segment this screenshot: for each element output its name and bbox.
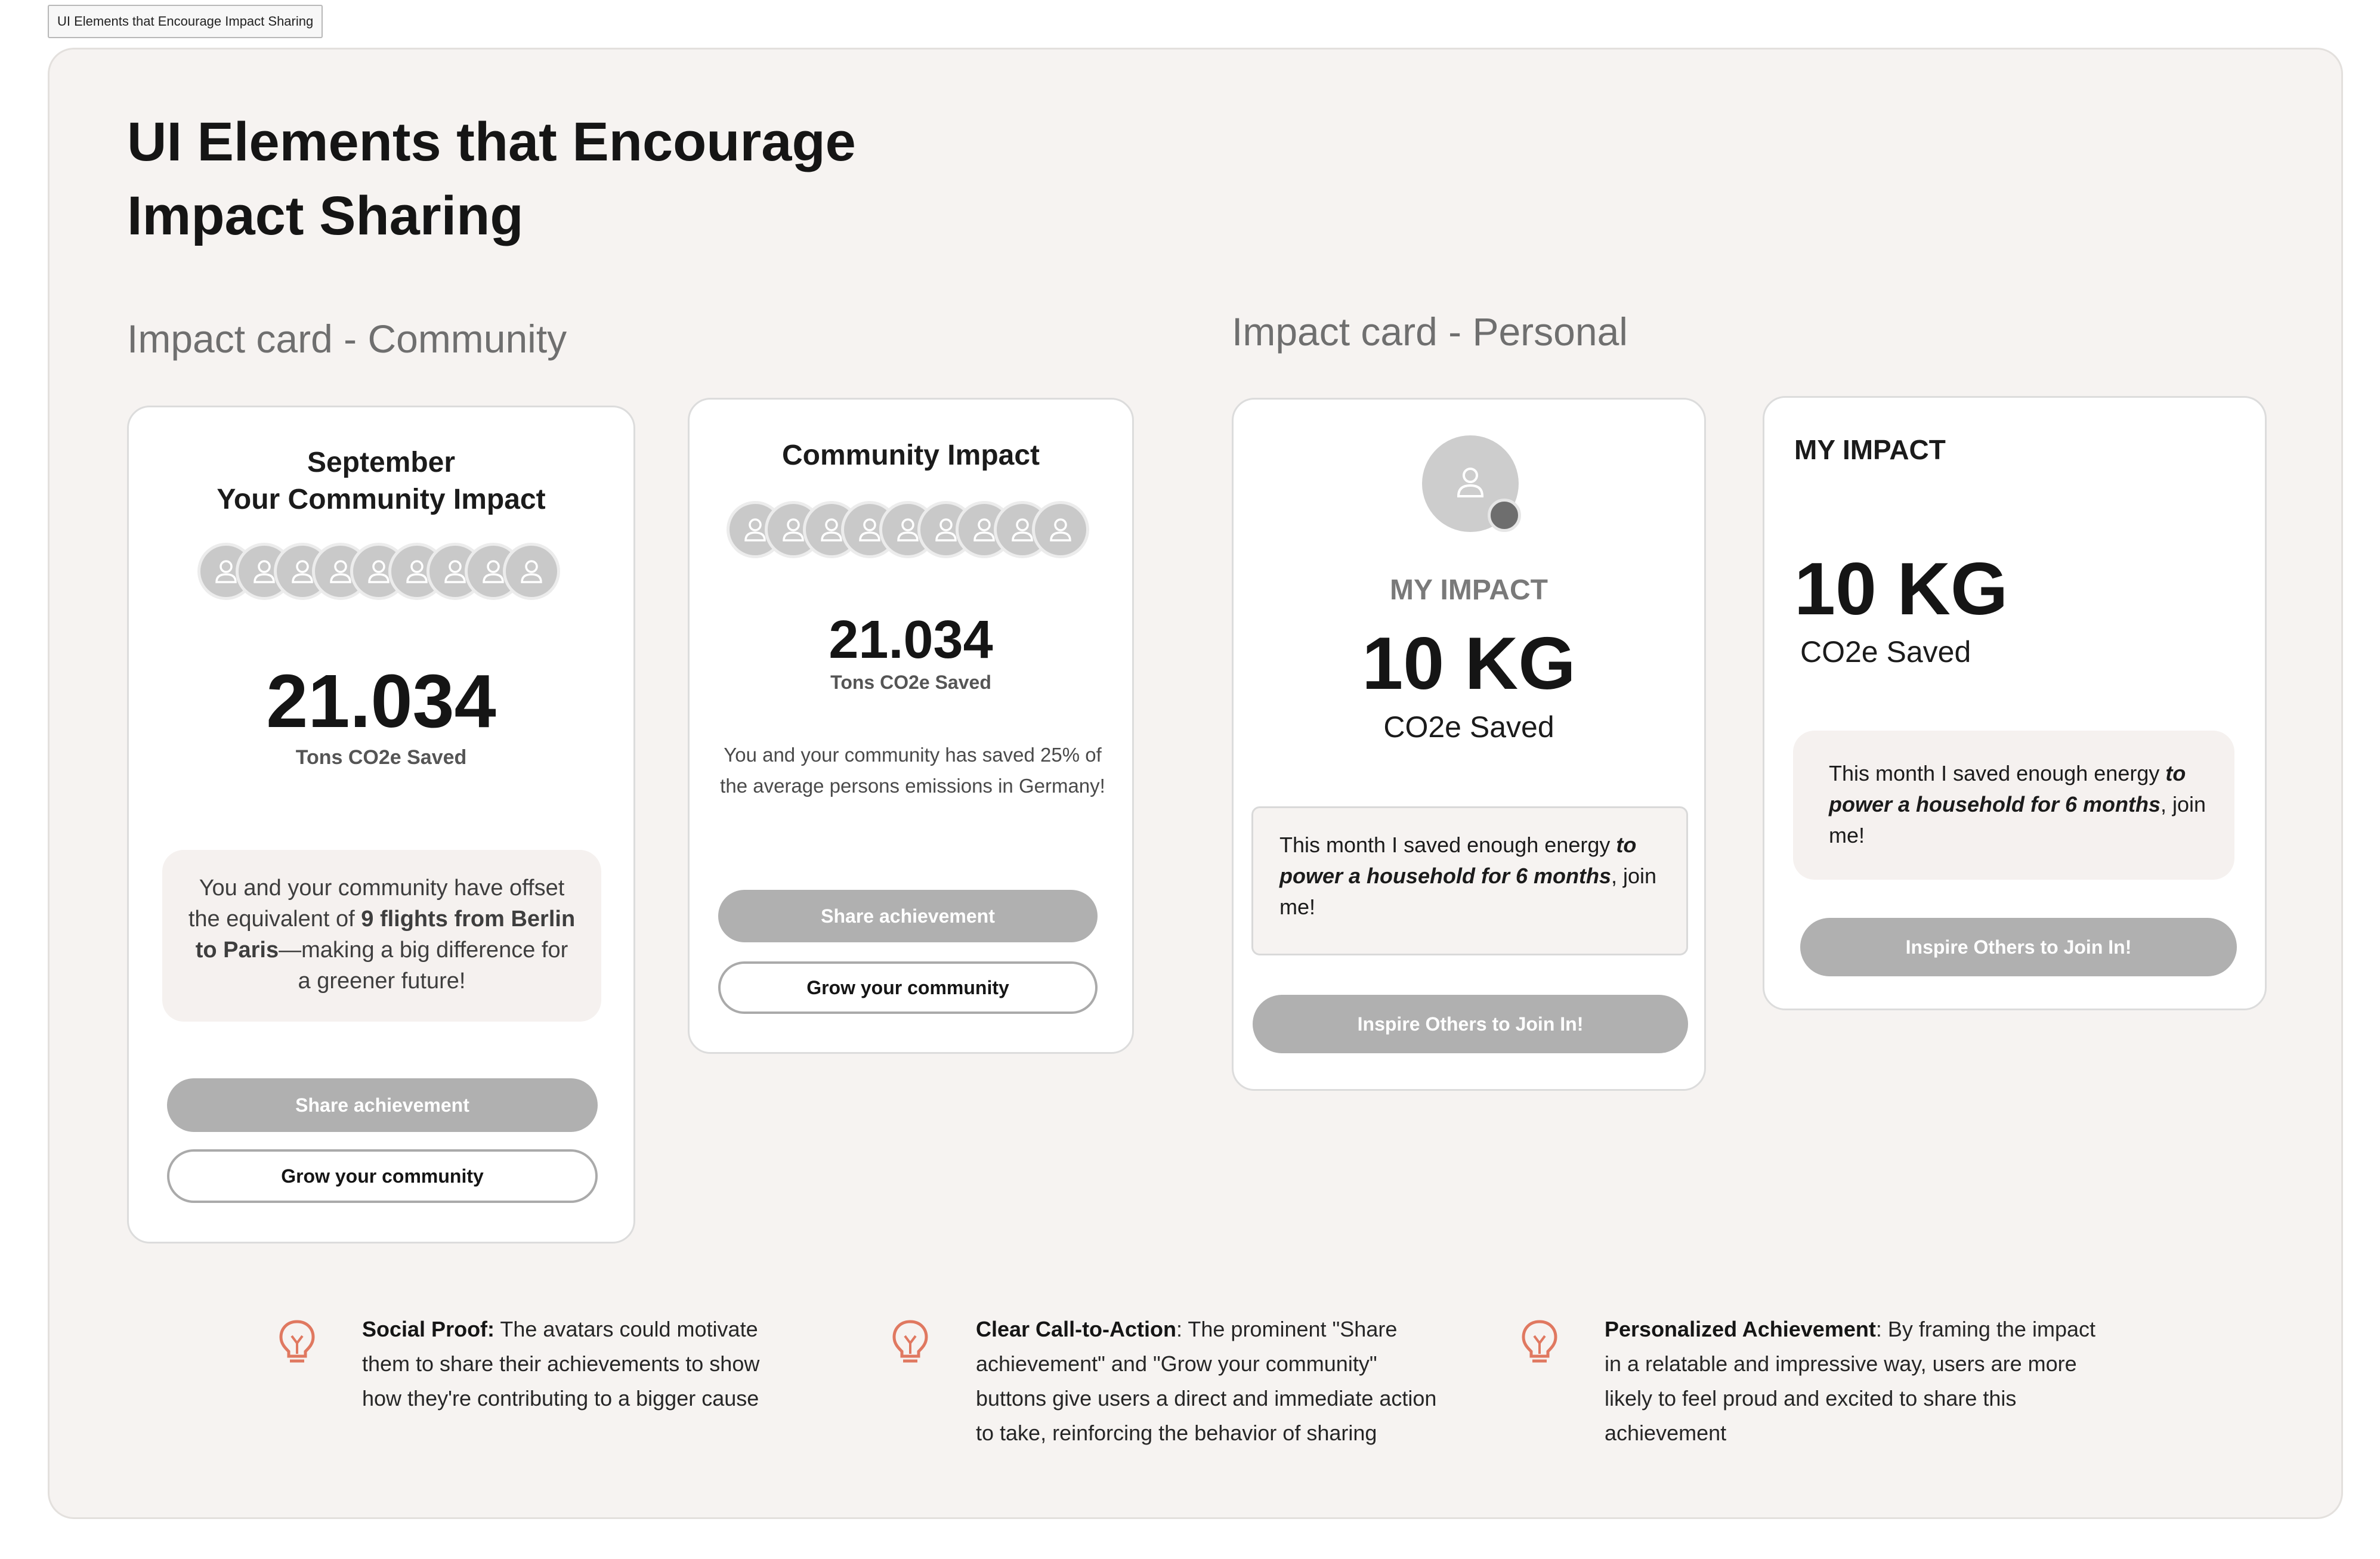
insight-personalized-achievement bbox=[1605, 1312, 2118, 1450]
inspire-others-button[interactable]: Inspire Others to Join In! bbox=[1253, 995, 1688, 1053]
page-title: UI Elements that Encourage Impact Sharing bbox=[127, 112, 856, 246]
impact-value: 10 KG bbox=[1794, 548, 2008, 630]
user-icon bbox=[516, 556, 547, 587]
message-emphasis: to power a household for 6 months bbox=[1829, 761, 2186, 816]
user-icon bbox=[1045, 514, 1076, 545]
card-month: September bbox=[307, 447, 456, 478]
personal-impact-card-plain bbox=[1763, 396, 2267, 1010]
impact-unit: CO2e Saved bbox=[1800, 635, 1971, 669]
insight-title: Personalized Achievement bbox=[1605, 1317, 1876, 1341]
community-avatars bbox=[727, 501, 1089, 558]
share-achievement-button[interactable]: Share achievement bbox=[167, 1078, 598, 1132]
my-impact-heading: MY IMPACT bbox=[1794, 434, 1946, 465]
impact-value: 21.034 bbox=[829, 610, 993, 670]
grow-community-button[interactable]: Grow your community bbox=[718, 961, 1098, 1014]
lightbulb-icon bbox=[1519, 1318, 1560, 1366]
member-avatar bbox=[1032, 501, 1089, 558]
message-emphasis: to power a household for 6 months bbox=[1279, 833, 1637, 888]
message-prefix: This month I saved enough energy bbox=[1829, 761, 2166, 785]
section-title-personal: Impact card - Personal bbox=[1232, 310, 1628, 354]
community-avatars bbox=[197, 543, 560, 600]
note-text-suffix: —making a big difference for a greener future! bbox=[279, 938, 568, 994]
lightbulb-icon bbox=[889, 1318, 931, 1366]
inspire-others-button[interactable]: Inspire Others to Join In! bbox=[1800, 918, 2237, 976]
insight-call-to-action bbox=[976, 1312, 1453, 1450]
note-text-bold: 9 flights from Berlin to Paris bbox=[195, 907, 576, 963]
insight-text: The avatars could motivate them to share their achievements to show how they're contributing to a bigger cause bbox=[362, 1317, 760, 1410]
frame-label: UI Elements that Encourage Impact Sharing bbox=[48, 5, 323, 38]
community-description: You and your community has saved 25% of the average persons emissions in Germany! bbox=[720, 744, 1105, 797]
impact-equivalent-note bbox=[162, 850, 601, 1022]
community-impact-card-small bbox=[688, 398, 1134, 1054]
insight-title: Social Proof: bbox=[362, 1317, 495, 1341]
message-suffix: , join me! bbox=[1279, 864, 1657, 919]
impact-unit: Tons CO2e Saved bbox=[830, 672, 991, 693]
insight-title: Clear Call-to-Action bbox=[976, 1317, 1177, 1341]
impact-message-box bbox=[1793, 731, 2234, 880]
impact-unit: CO2e Saved bbox=[1383, 710, 1554, 744]
impact-message-box bbox=[1251, 806, 1688, 955]
user-icon bbox=[1455, 465, 1486, 499]
lightbulb-icon bbox=[276, 1318, 318, 1366]
insight-text: : The prominent "Share achievement" and "Grow your community" buttons give users a direct and immediate action to take, reinforcing the behavior of sharing bbox=[976, 1317, 1437, 1445]
card-title: Community Impact bbox=[781, 440, 1040, 471]
personal-impact-card-avatar bbox=[1232, 398, 1706, 1091]
impact-unit: Tons CO2e Saved bbox=[295, 746, 467, 769]
share-achievement-button[interactable]: Share achievement bbox=[718, 890, 1098, 942]
note-text-prefix: You and your community have offset the equivalent of bbox=[188, 876, 565, 932]
impact-value: 10 KG bbox=[1362, 623, 1576, 705]
message-prefix: This month I saved enough energy bbox=[1279, 833, 1616, 857]
insight-social-proof bbox=[362, 1312, 780, 1416]
impact-value: 21.034 bbox=[266, 659, 496, 743]
member-avatar bbox=[503, 543, 560, 600]
community-impact-card-large bbox=[127, 406, 635, 1244]
section-title-community: Impact card - Community bbox=[127, 317, 567, 361]
card-title: Your Community Impact bbox=[217, 484, 546, 515]
message-suffix: , join me! bbox=[1829, 792, 2206, 847]
insight-text: : By framing the impact in a relatable and impressive way, users are more likely to feel proud and excited to share this achievement bbox=[1605, 1317, 2095, 1445]
grow-community-button[interactable]: Grow your community bbox=[167, 1149, 598, 1203]
status-dot-icon bbox=[1488, 499, 1521, 532]
my-impact-heading: MY IMPACT bbox=[1390, 574, 1548, 606]
user-avatar bbox=[1422, 435, 1519, 532]
